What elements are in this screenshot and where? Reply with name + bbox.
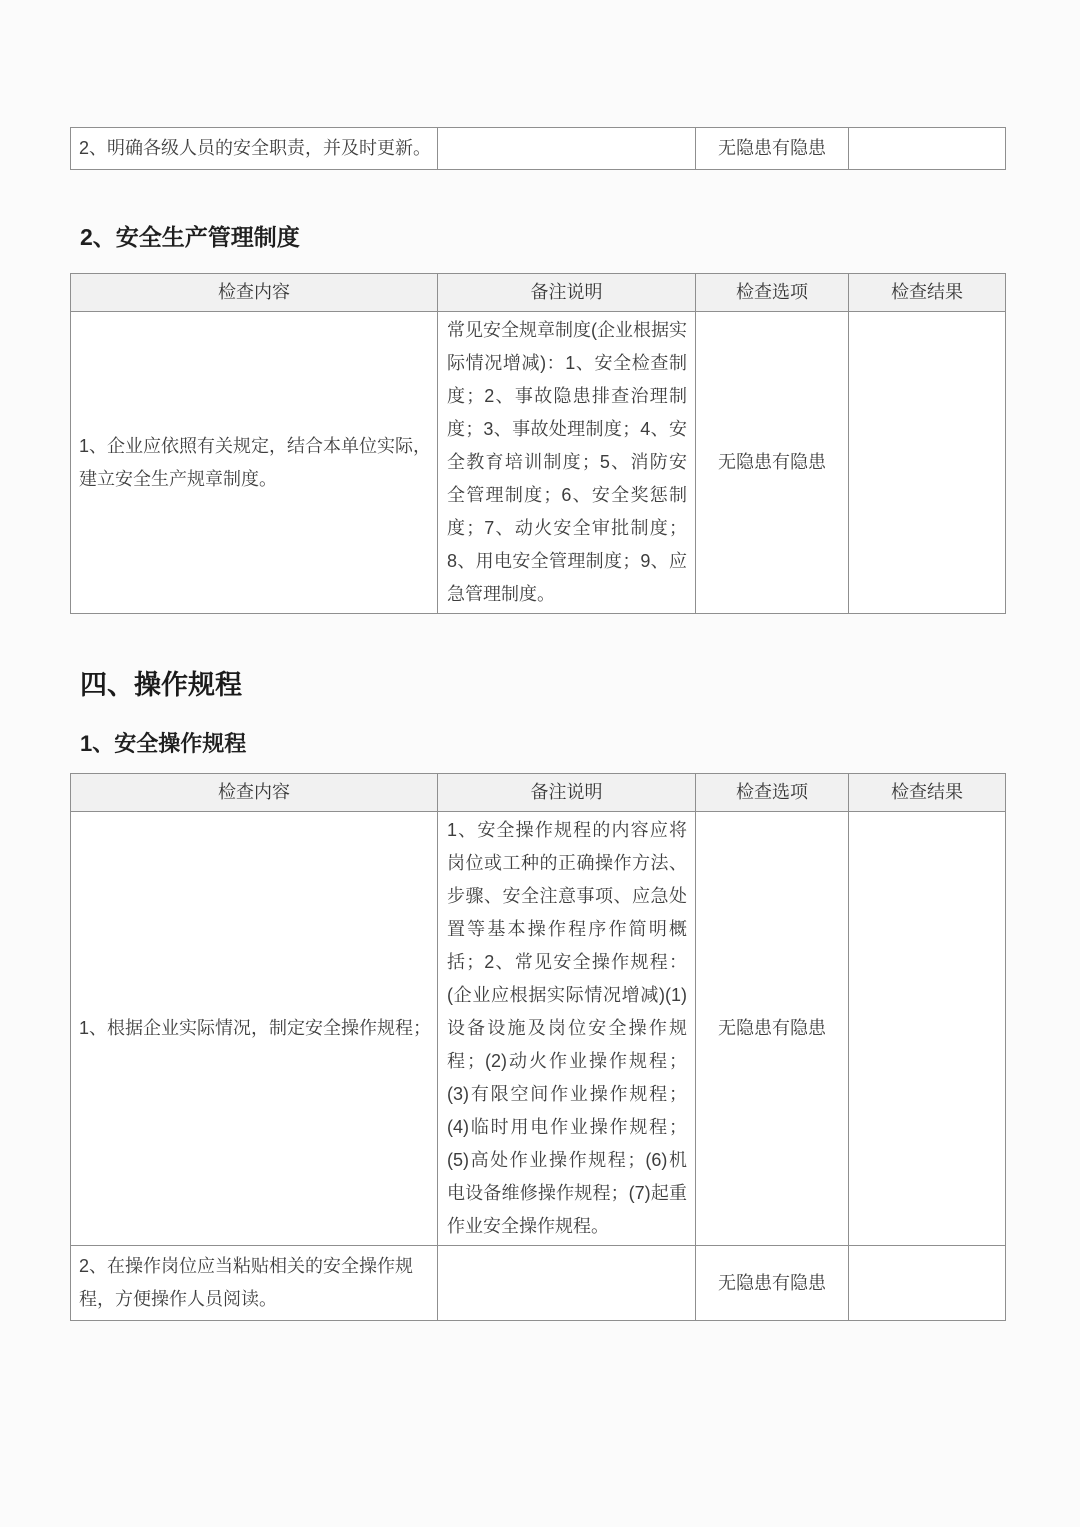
top-table-fragment (70, 127, 1006, 170)
check-result-cell-empty (849, 1246, 1006, 1321)
check-content-cell: 1、企业应依照有关规定，结合本单位实际，建立安全生产规章制度。 (71, 312, 438, 614)
column-header-check-option: 检查选项 (696, 774, 849, 812)
column-header-check-option: 检查选项 (696, 274, 849, 312)
safety-management-system-table (70, 273, 1006, 614)
check-content-cell: 2、明确各级人员的安全职责，并及时更新。 (71, 128, 438, 170)
column-header-check-result: 检查结果 (849, 274, 1006, 312)
check-result-cell-empty (849, 128, 1006, 170)
column-header-check-content: 检查内容 (71, 274, 438, 312)
table-row (71, 812, 1006, 1246)
safe-operating-procedures-table (70, 773, 1006, 1321)
check-option-cell: 无隐患有隐患 (696, 812, 849, 1246)
section-heading-safety-management-system: 2、安全生产管理制度 (80, 224, 300, 250)
check-option-cell: 无隐患有隐患 (696, 312, 849, 614)
remark-cell-empty (438, 128, 696, 170)
check-content-cell: 1、根据企业实际情况，制定安全操作规程； (71, 812, 438, 1246)
chapter-heading-operating-procedures: 四、操作规程 (80, 670, 242, 700)
remark-cell: 常见安全规章制度(企业根据实际情况增减)：1、安全检查制度；2、事故隐患排查治理制度；3、事故处理制度；4、安全教育培训制度；5、消防安全管理制度；6、安全奖惩制度；7、动火安全审批制度；8、用电安全管理制度；9、应急管理制度。 (438, 312, 696, 614)
table-row (71, 128, 1006, 170)
column-header-check-result: 检查结果 (849, 774, 1006, 812)
check-content-cell: 2、在操作岗位应当粘贴相关的安全操作规程，方便操作人员阅读。 (71, 1246, 438, 1321)
table-header-row (71, 274, 1006, 312)
table-row (71, 1246, 1006, 1321)
remark-cell: 1、安全操作规程的内容应将岗位或工种的正确操作方法、步骤、安全注意事项、应急处置等基本操作程序作简明概括；2、常见安全操作规程：(企业应根据实际情况增减)(1)设备设施及岗位安全操作规程；(2)动火作业操作规程；(3)有限空间作业操作规程；(4)临时用电作业操作规程；(5)高处作业操作规程；(6)机电设备维修操作规程；(7)起重作业安全操作规程。 (438, 812, 696, 1246)
table-row (71, 312, 1006, 614)
check-result-cell-empty (849, 812, 1006, 1246)
column-header-remark: 备注说明 (438, 774, 696, 812)
check-option-cell: 无隐患有隐患 (696, 128, 849, 170)
check-result-cell-empty (849, 312, 1006, 614)
check-option-cell: 无隐患有隐患 (696, 1246, 849, 1321)
table-header-row (71, 774, 1006, 812)
document-page (0, 127, 1080, 1527)
section-heading-safe-operating-procedures: 1、安全操作规程 (80, 731, 247, 756)
column-header-check-content: 检查内容 (71, 774, 438, 812)
remark-cell-empty (438, 1246, 696, 1321)
column-header-remark: 备注说明 (438, 274, 696, 312)
